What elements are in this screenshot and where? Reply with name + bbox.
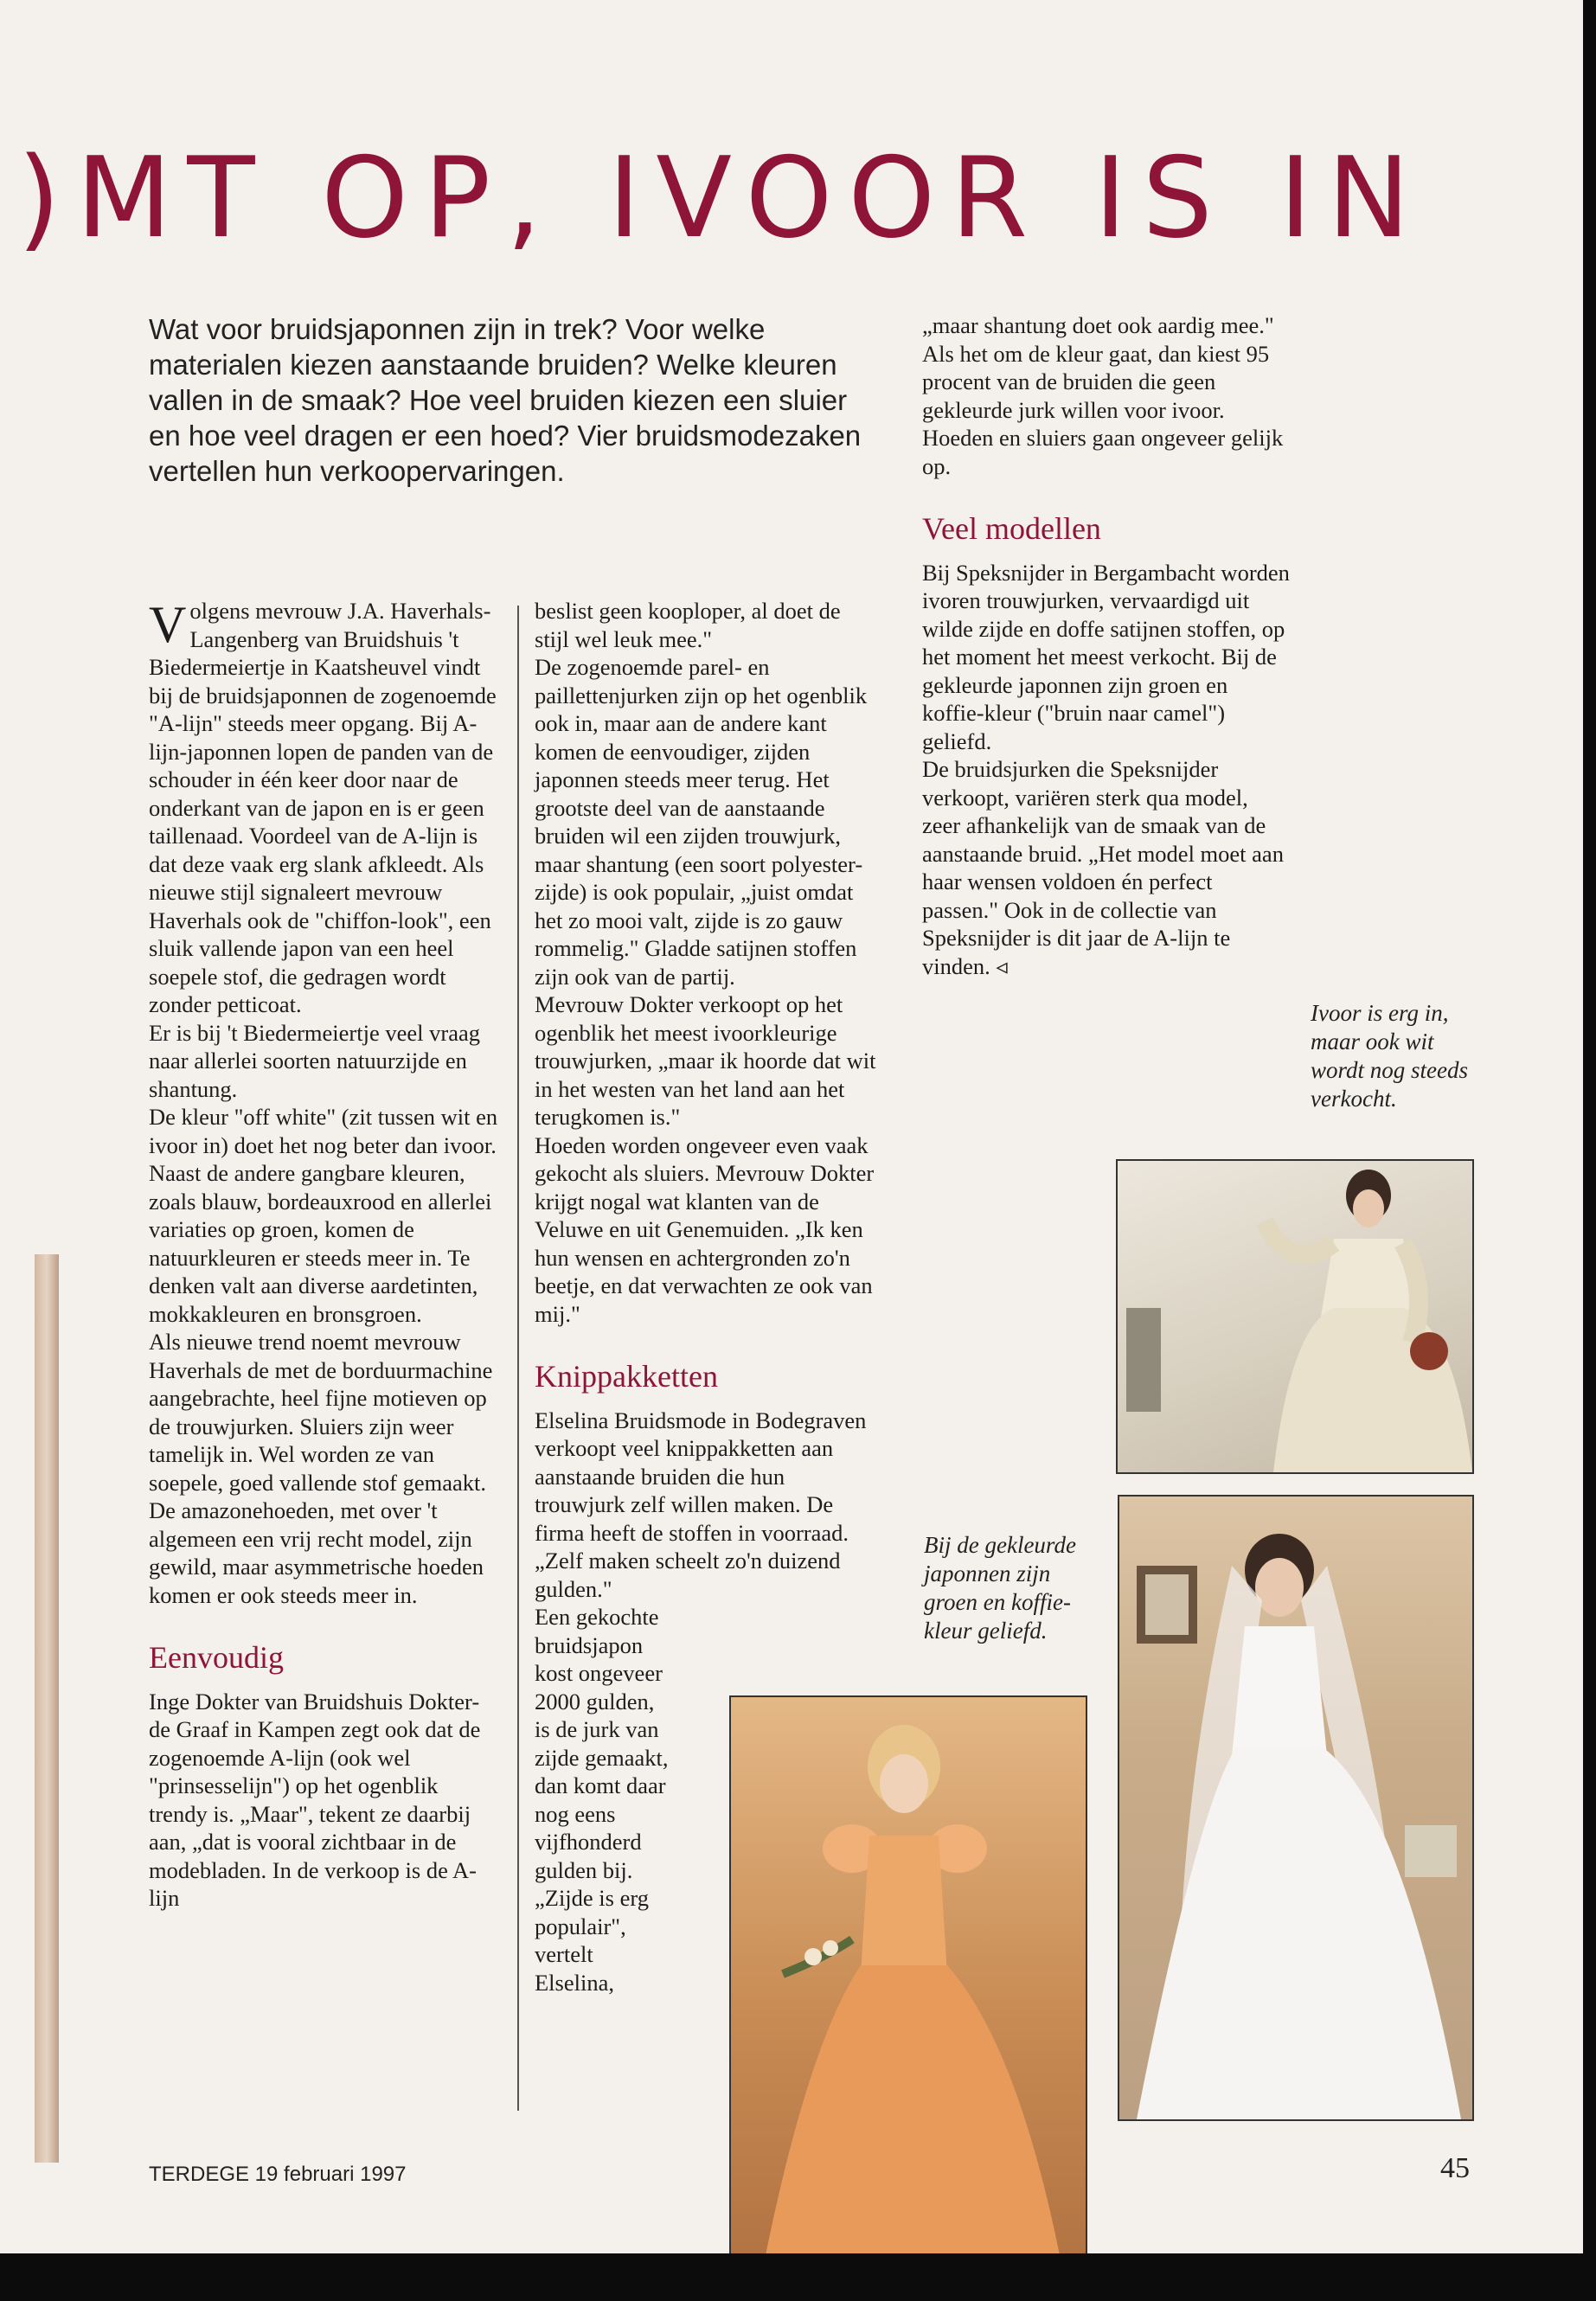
- paragraph: Inge Dokter van Bruidshuis Dokter-de Graaf in Kampen zegt ook dat de zogenoemde A-lijn (ook wel "prinsesselijn") op het ogenblik trendy is. „Maar", tekent ze daarbij aan, „dat is vooral zichtbaar in de modebladen. In de verkoop is de A-lijn: [149, 1688, 481, 1911]
- subheading-eenvoudig: Eenvoudig: [149, 1640, 284, 1675]
- white-dress-illustration: [1119, 1497, 1472, 2119]
- paragraph: Een gekochte bruidsjapon kost ongeveer 2000 gulden, is de jurk van zijde gemaakt, dan komt daar nog eens vijfhonderd gulden bij.: [535, 1604, 669, 1883]
- paragraph: Als nieuwe trend noemt mevrouw Haverhals de met de borduurmachine aangebrachte, heel fijne motieven op de trouwjurken. Sluiers zijn weer tamelijk in. Wel worden ze van soepele, goed vallende stof gemaakt. De amazonehoeden, met over 't algemeen een vrij recht model, zijn gewild, maar asymmetrische hoeden komen er ook steeds meer in.: [149, 1329, 493, 1608]
- drop-cap: V: [149, 596, 187, 653]
- paragraph: „maar shantung doet ook aardig mee." Als het om de kleur gaat, dan kiest 95 procent van de bruiden die geen gekleurde jurk willen voor ivoor.: [922, 312, 1274, 423]
- paragraph: Hoeden en sluiers gaan ongeveer gelijk op.: [922, 425, 1284, 479]
- page-number: 45: [1440, 2152, 1470, 2184]
- photo-peach-dress: [729, 1695, 1087, 2257]
- paragraph: De kleur "off white" (zit tussen wit en ivoor in) doet het nog beter dan ivoor. Naast de andere gangbare kleuren, zoals blauw, bordeauxrood en allerlei variaties op groen, komen de natuurkleuren er steeds meer in. Te denken valt aan diverse aardetinten, mokkakleuren en bronsgroen.: [149, 1104, 498, 1327]
- photo-ivory-dress: [1116, 1159, 1474, 1474]
- paragraph: Bij Speksnijder in Bergambacht worden ivoren trouwjurken, vervaardigd uit wilde zijde en doffe satijnen stoffen, op het moment het meest verkocht. Bij de gekleurde japonnen zijn groen en koffie-kleur ("bruin naar camel") geliefd.: [922, 559, 1290, 754]
- paragraph: De bruidsjurken die Speksnijder verkoopt, variëren sterk qua model, zeer afhankelijk van de smaak van de aanstaande bruid. „Het model moet aan haar wensen voldoen én perfect passen." Ook in de collectie van Speksnijder is dit jaar de A-lijn te vinden. ◃: [922, 756, 1284, 979]
- adjacent-page-strip: [35, 1254, 59, 2163]
- photo-white-dress: [1118, 1495, 1474, 2121]
- photo-caption-colored: Bij de gekleurde japonnen zijn groen en koffie-kleur geliefd.: [924, 1532, 1076, 1644]
- paragraph: Hoeden worden ongeveer even vaak gekocht als sluiers. Mevrouw Dokter krijgt nogal wat klanten van de Veluwe en uit Genemuiden. „Ik ken hun wensen en achtergronden zo'n beetje, en dat verwachten ze ook van mij.": [535, 1131, 875, 1327]
- peach-dress-illustration: [731, 1697, 1086, 2255]
- paragraph: Er is bij 't Biedermeiertje veel vraag naar allerlei soorten natuurzijde en shantung.: [149, 1019, 480, 1102]
- photo-caption-ivory: Ivoor is erg in, maar ook wit wordt nog steeds verkocht.: [1311, 1000, 1468, 1112]
- subheading-veel-modellen: Veel modellen: [922, 511, 1101, 546]
- scan-edge-bottom: [0, 2253, 1596, 2301]
- headline: )MT OP, IVOOR IS IN: [17, 134, 1426, 263]
- column-rule: [517, 606, 519, 2111]
- column-1: [149, 597, 499, 1913]
- intro-paragraph: Wat voor bruidsjaponnen zijn in trek? Voor welke materialen kiezen aanstaande bruiden? Welke kleuren vallen in de smaak? Hoe veel bruiden kiezen een sluier en hoe veel dragen er een hoed? Vier bruidsmodezaken vertellen hun verkoopervaringen.: [149, 313, 862, 487]
- paragraph: Mevrouw Dokter verkoopt op het ogenblik het meest ivoorkleurige trouwjurken, „maar ik hoorde dat wit in het westen van het land aan het terugkomen is.": [535, 991, 876, 1130]
- scan-edge-right: [1583, 0, 1596, 2301]
- paragraph: De zogenoemde parel- en paillettenjurken zijn op het ogenblik ook in, maar aan de andere kant komen de eenvoudiger, zijden japonnen steeds meer terug. Het grootste deel van de aanstaande bruiden wil een zijden trouwjurk, maar shantung (een soort polyester-zijde) is ook populair, „juist omdat het zo mooi valt, zijde is zo gauw rommelig." Gladde satijnen stoffen zijn ook van de partij.: [535, 654, 868, 990]
- ivory-dress-illustration: [1118, 1161, 1472, 1472]
- footer-publication: TERDEGE 19 februari 1997: [149, 2163, 407, 2186]
- subheading-knippakketten: Knippakketten: [535, 1359, 718, 1394]
- paragraph: beslist geen kooploper, al doet de stijl wel leuk mee.": [535, 598, 841, 652]
- paragraph: Elselina Bruidsmode in Bodegraven verkoopt veel knippakketten aan aanstaande bruiden die hun trouwjurk zelf willen maken. De firma heeft de stoffen in voorraad. „Zelf maken scheelt zo'n duizend gulden.": [535, 1407, 867, 1602]
- paragraph: olgens mevrouw J.A. Haverhals-Langenberg van Bruidshuis 't Biedermeiertje in Kaatsheuvel vindt bij de bruidsjaponnen de zogenoemde "A-lijn" steeds meer opgang. Bij A-lijn-japonnen lopen de panden van de schouder in één keer door naar de onderkant van de japon en is er geen taillenaad. Voordeel van de A-lijn is dat deze vaak erg slank afkleedt. Als nieuwe stijl signaleert mevrouw Haverhals ook de "chiffon-look", een sluik vallende japon van een heel soepele stof, die gedragen wordt zonder petticoat.: [149, 598, 497, 1017]
- column-3: [922, 311, 1290, 980]
- paragraph: „Zijde is erg populair", vertelt Elselina,: [535, 1885, 649, 1996]
